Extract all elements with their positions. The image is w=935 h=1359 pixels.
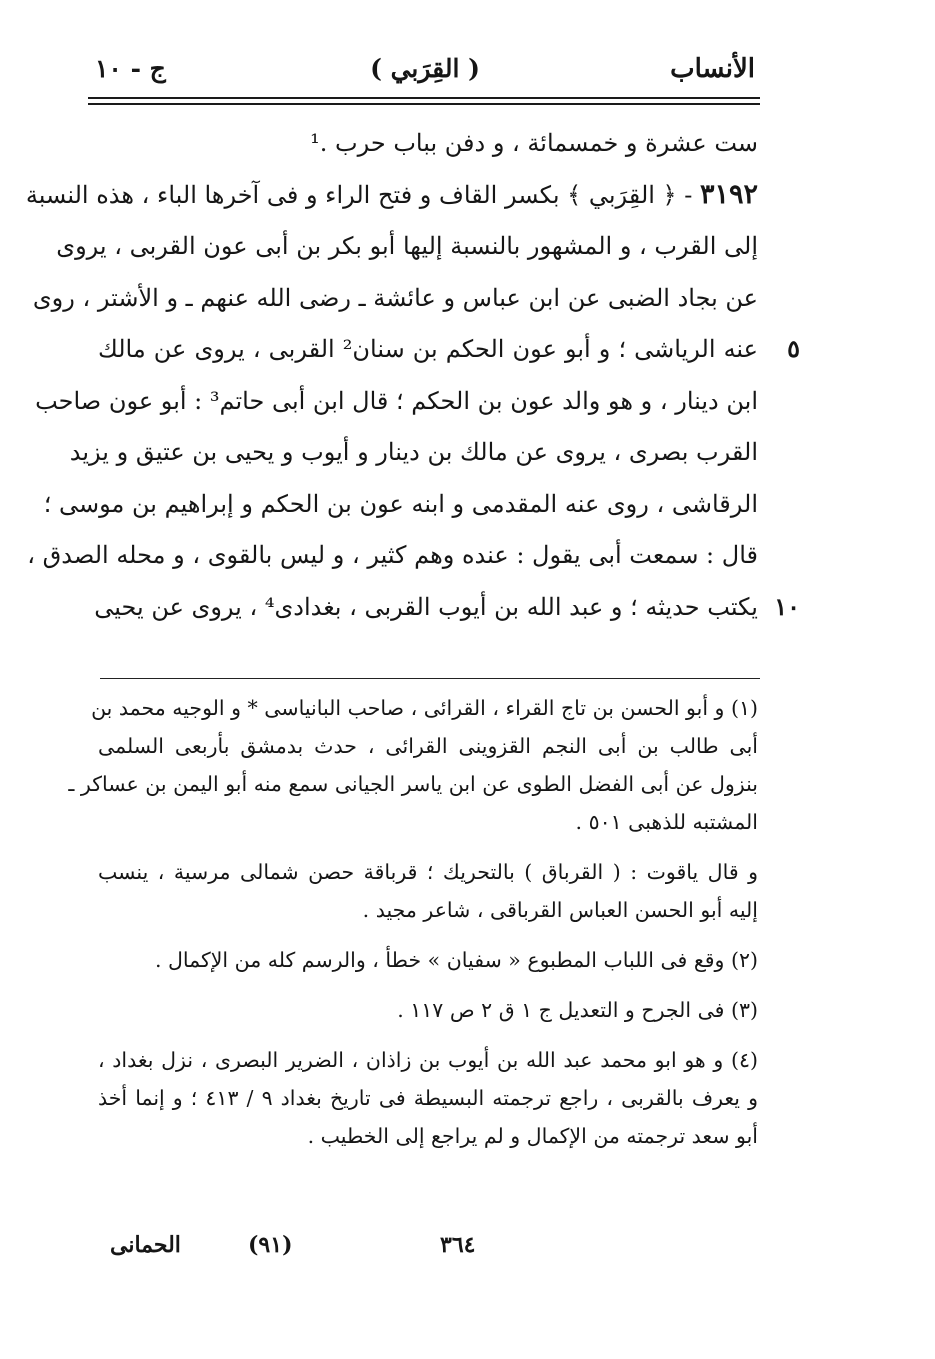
main-text	[25, 122, 800, 637]
footnote-gap	[98, 980, 758, 992]
page-footer	[100, 1232, 760, 1272]
footnote-line: بنزول عن أبى الفضل الطوى عن ابن ياسر الجيانى سمع منه أبو اليمن بن عساكر ـ	[68, 772, 758, 796]
running-header	[95, 44, 755, 90]
line-text: قال : سمعت أبى يقول : عنده وهم كثير ، و ليس بالقوى ، و محله الصدق ،	[27, 541, 758, 569]
line-text: الرقاشى ، روى عنه المقدمى و ابنه عون بن الحكم و إبراهيم بن موسى ؛	[43, 489, 758, 518]
line-text: إلى القرب ، و المشهور بالنسبة إليها أبو بكر بن أبى عون القربى ، يروى	[56, 232, 758, 260]
footnote-line: (١) و أبو الحسن بن تاج القراء ، القرائى ، صاحب البانياسى * و الوجيه محمد بن	[91, 696, 758, 720]
entry-number: ٣١٩٢	[699, 178, 758, 210]
text-line	[98, 328, 800, 380]
header-rule-bottom	[88, 103, 760, 105]
line-text: ست عشرة و خمسمائة ، و دفن بباب حرب .¹	[310, 129, 758, 157]
footnote-line: أبى طالب بن أبى النجم القزوينى القرائى ، حدث بدمشق بأربعى السلمى	[98, 734, 758, 758]
line-text: يكتب حديثه ؛ و عبد الله بن أيوب القربى ، بغدادى⁴ ، يروى عن يحيى	[94, 592, 758, 621]
line-text: ابن دينار ، و هو والد عون بن الحكم ؛ قال ابن أبى حاتم³ : أبو عون صاحب	[35, 386, 758, 415]
footnote	[98, 1042, 758, 1156]
line-number: ١٠	[774, 591, 800, 621]
line-number: ٥	[787, 334, 800, 363]
text-line	[69, 431, 758, 483]
footnote-line: أبو سعد ترجمته من الإكمال و لم يراجع إلى الخطيب .	[307, 1124, 758, 1148]
text-line	[56, 225, 758, 277]
line-text: عن بجاد الضبى عن ابن عباس و عائشة ـ رضى الله عنهم ـ و الأشتر ، روى	[32, 283, 758, 312]
footnotes	[68, 690, 758, 1156]
footnote	[68, 690, 758, 842]
header-entry-title: ( القِرَبي )	[370, 54, 480, 83]
footnote-line: إليه أبو الحسن العباس القرباقى ، شاعر مجيد .	[362, 898, 758, 922]
footnote	[98, 854, 758, 930]
header-book-title: الأنساب	[670, 54, 755, 84]
line-text: عنه الرياشى ؛ و أبو عون الحكم بن سنان² القربى ، يروى عن مالك	[98, 335, 758, 363]
footnote-line: و قال ياقوت : ( القرباق ) بالتحريك ؛ قرباقة حصن شمالى مرسية ، ينسب	[98, 860, 758, 884]
text-line	[27, 534, 758, 586]
text-line	[94, 586, 800, 638]
footnote-line: (٤) و هو ابو محمد عبد الله بن أيوب بن زاذان ، الضرير البصرى ، نزل بغداد ،	[98, 1048, 758, 1072]
footnote-separator	[100, 678, 760, 679]
footnote-line: (٣) فى الجرح و التعديل ج ١ ق ٢ ص ١١٧ .	[397, 998, 758, 1022]
text-line	[43, 483, 758, 535]
line-text: - ﴿ القِرَبي ﴾ بكسر القاف و فتح الراء و فى آخرها الباء ، هذه النسبة	[25, 180, 700, 209]
footnote-line: (٢) وقع فى اللباب المطبوع « سفيان » خطأ ، والرسم كله من الإكمال .	[154, 948, 758, 972]
footnote	[98, 992, 758, 1030]
signature-mark: (٩١)	[248, 1232, 293, 1258]
footnote-gap	[98, 842, 758, 854]
text-line	[98, 122, 758, 174]
footnote	[98, 942, 758, 980]
footnote-gap	[98, 1030, 758, 1042]
footnote-gap	[98, 930, 758, 942]
text-line	[25, 174, 758, 226]
text-line	[35, 380, 758, 432]
line-text: القرب بصرى ، يروى عن مالك بن دينار و أيوب و يحيى بن عتيق و يزيد	[69, 438, 758, 466]
header-volume: ج - ١٠	[95, 54, 166, 83]
text-line	[32, 277, 758, 329]
footnote-line: المشتبه للذهبى ٥٠١ .	[575, 810, 758, 834]
page-number: ٣٦٤	[440, 1232, 476, 1258]
footnote-line: و يعرف بالقربى ، راجع ترجمته البسيطة فى تاريخ بغداد ٩ / ٤١٣ ؛ و إنما أخذ	[98, 1086, 758, 1110]
header-rule-top	[88, 97, 760, 99]
printer-name: الحمانى	[110, 1232, 181, 1258]
